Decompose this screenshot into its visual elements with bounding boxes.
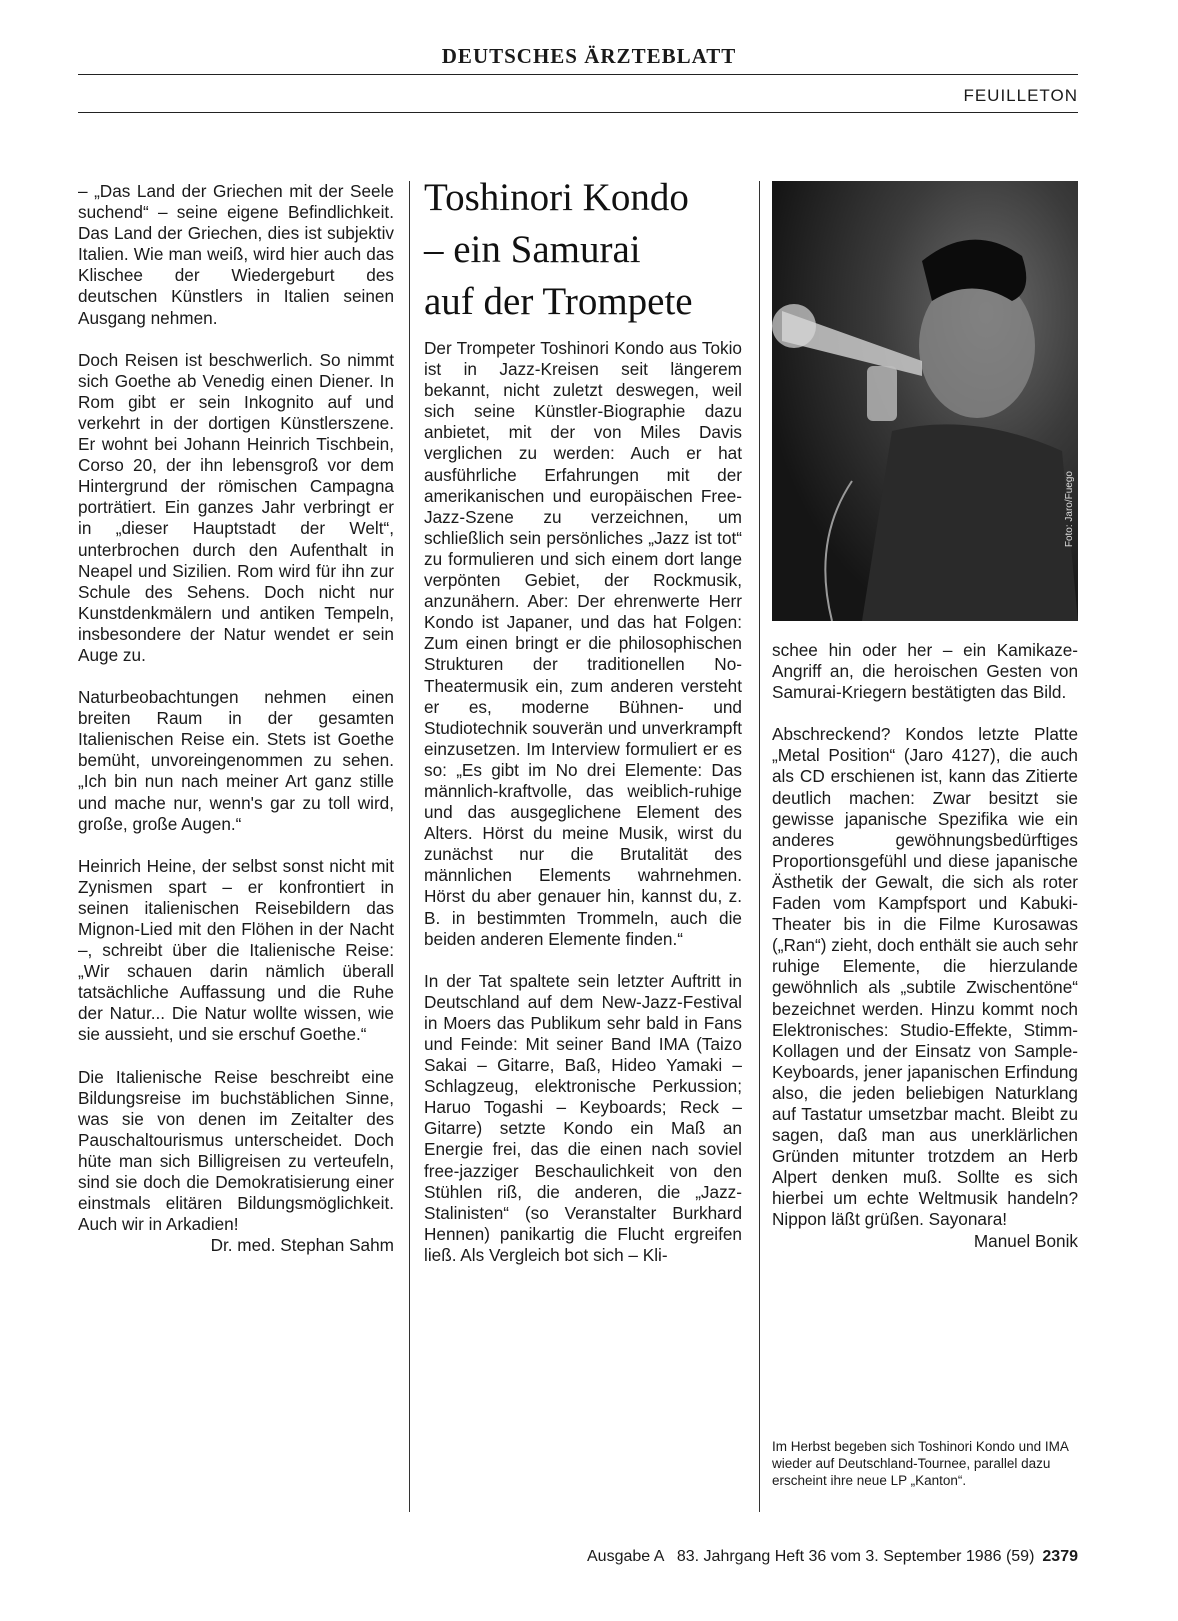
paragraph: Doch Reisen ist beschwerlich. So nimmt sich Goethe ab Venedig einen Diener. In Rom gibt er sein Inkognito auf und verkehrt in der dortigen Künstlerszene. Er wohnt bei Johann Heinrich Tischbein, Corso 20, der ihn lebensgroß vor dem Hintergrund der römischen Campagna porträtiert. Ein ganzes Jahr verbringt er in „dieser Hauptstadt der Welt“, unterbrochen durch den Aufenthalt in Neapel und Sizilien. Rom wird für ihn zur Schule des Sehens. Doch nicht nur Kunstdenkmälern und antiken Tempeln, insbesondere der Natur wendet er sein Auge zu. bbox=[78, 349, 394, 665]
header-rule bbox=[78, 74, 1078, 75]
section-label: FEUILLETON bbox=[963, 86, 1078, 105]
paragraph: Heinrich Heine, der selbst sonst nicht mit Zynismen spart – er konfrontiert in seinen italienischen Reisebildern das Mignon-Lied mit den Flöhen in der Nacht –, schreibt über die Italienische Reise: „Wir schauen darin nämlich überall tatsächliche Auffassung und die Ruhe der Natur... Die Natur wollte wissen, wie sie aussieht, und sie erschuf Goethe.“ bbox=[78, 855, 394, 1045]
page-number: 2379 bbox=[1042, 1548, 1078, 1565]
page-footer bbox=[587, 1548, 1078, 1566]
paragraph: Abschreckend? Kondos letzte Platte „Metal Position“ (Jaro 4127), die auch als CD erschienen ist, kann das Zitierte deutlich machen: Zwar besitzt sie gewisse japanische Spezifika wie ein anderes gewöhnungsbedürftiges Proportionsgefühl und diese japanische Ästhetik der Gewalt, die sich als roter Faden vom Kampfsport und Kabuki-Theater bis in die Filme Kurosawas („Ran“) zieht, doch enthält sie auch sehr ruhige Elemente, die hierzulande gewöhnlich als „subtile Zwischentöne“ bezeichnet werden. Hinzu kommt noch Elektronisches: Studio-Effekte, Stimm-Kollagen und der Einsatz von Sample-Keyboards, jener japanischen Erfindung also, die jeden beliebigen Naturklang auf Tastatur umsetzbar macht. Bleibt zu sagen, daß man aus unerklärlichen Gründen mitunter trotzdem an Herb Alpert denken muß. Sollte es sich hierbei um echte Weltmusik handeln? Nippon läßt grüßen. Sayonara! bbox=[772, 724, 1078, 1230]
headline-line: – ein Samurai bbox=[424, 228, 641, 271]
paragraph: Naturbeobachtungen nehmen einen breiten Raum in der gesamten Italienischen Reise ein. Stets ist Goethe bemüht, unvoreingenommen zu sehen. „Ich bin nun nach meiner Art ganz stille und mache nur, wenn's gar zu toll wird, große, große Augen.“ bbox=[78, 687, 394, 834]
masthead: DEUTSCHES ÄRZTEBLATT bbox=[441, 44, 737, 68]
photo-caption: Im Herbst begeben sich Toshinori Kondo und IMA wieder auf Deutschland-Tournee, parallel dazu erscheint ihre neue LP „Kanton“. bbox=[772, 1439, 1069, 1488]
paragraph: schee hin oder her – ein Kamikaze-Angriff an, die heroischen Gesten von Samurai-Kriegern bestätigten das Bild. bbox=[772, 640, 1078, 703]
paragraph: Die Italienische Reise beschreibt eine Bildungsreise im buchstäblichen Sinne, was sie von denen im Zeitalter des Pauschaltourismus unterscheidet. Doch hüte man sich Billigreisen zu verteufeln, sind sie doch die Demokratisierung einer einstmals elitären Bildungsmöglichkeit. Auch wir in Arkadien! bbox=[78, 1066, 394, 1235]
author-signature: Dr. med. Stephan Sahm bbox=[210, 1235, 394, 1256]
issue-info: Ausgabe A 83. Jahrgang Heft 36 vom 3. September 1986 (59) bbox=[587, 1548, 1035, 1565]
article-headline bbox=[424, 172, 754, 328]
column-kondo-1 bbox=[424, 338, 742, 1287]
headline-line: Toshinori Kondo bbox=[424, 176, 689, 219]
trumpet-player-image bbox=[772, 181, 1078, 621]
paragraph: In der Tat spaltete sein letzter Auftritt in Deutschland auf dem New-Jazz-Festival in Moers das Publikum sehr bald in Fans und Feinde: Mit seiner Band IMA (Taizo Sakai – Gitarre, Baß, Hideo Yamaki – Schlagzeug, elektronische Perkussion; Haruo Togashi – Keyboards; Reck – Gitarre) setzte Kondo ein Maß an Energie frei, das die einen nach soviel free-jazziger Beschaulichkeit von den Stühlen riß, die anderen, die „Jazz-Stalinisten“ (so Veranstalter Burkhard Hennen) panikartig die Flucht ergreifen ließ. Als Vergleich bot sich – Kli- bbox=[424, 970, 742, 1265]
column-kondo-2 bbox=[772, 640, 1078, 1252]
column-divider bbox=[759, 181, 760, 1512]
musician-photo bbox=[772, 181, 1078, 621]
paragraph: Der Trompeter Toshinori Kondo aus Tokio ist in Jazz-Kreisen seit längerem bekannt, nicht zuletzt deswegen, weil sich seine Künstler-Biographie dazu anbietet, mit der von Miles Davis verglichen zu werden: Auch er hat ausführliche Erfahrungen mit der amerikanischen und europäischen Free-Jazz-Szene zu verzeichnen, um schließlich sein persönliches „Jazz ist tot“ zu formulieren und sich einem dort lange verpönten Gebiet, der Rockmusik, anzunähern. Aber: Der ehrenwerte Herr Kondo ist Japaner, und das hat Folgen: Zum einen bringt er die philosophischen Strukturen der traditionellen No-Theatermusik ein, zum anderen versteht er es, moderne Bühnen- und Studiotechnik souverän und unverkrampft einzusetzen. Im Interview formuliert er es so: „Es gibt im No drei Elemente: Das männlich-kraftvolle, das weiblich-ruhige und das ausgeglichene Element des Alters. Hörst du meine Musik, wirst du zunächst nur die Brutalität des männlichen Elements wahrnehmen. Hörst du aber genauer hin, kannst du, z. B. in bestimmten Trommeln, auch die beiden anderen Elemente finden.“ bbox=[424, 338, 742, 949]
column-divider bbox=[409, 181, 410, 1512]
photo-credit: Foto: Jaro/Fuego bbox=[1064, 471, 1075, 548]
headline-line: auf der Trompete bbox=[424, 280, 693, 323]
author-signature: Manuel Bonik bbox=[973, 1230, 1078, 1251]
section-rule bbox=[78, 112, 1078, 113]
column-goethe bbox=[78, 181, 394, 1256]
paragraph: – „Das Land der Griechen mit der Seele suchend“ – seine eigene Befindlichkeit. Das Land der Griechen, dies ist subjektiv Italien. Wie man weiß, wird hier auch das Klischee der Wiedergeburt des deutschen Künstlers in Italien seinen Ausgang nehmen. bbox=[78, 181, 394, 328]
